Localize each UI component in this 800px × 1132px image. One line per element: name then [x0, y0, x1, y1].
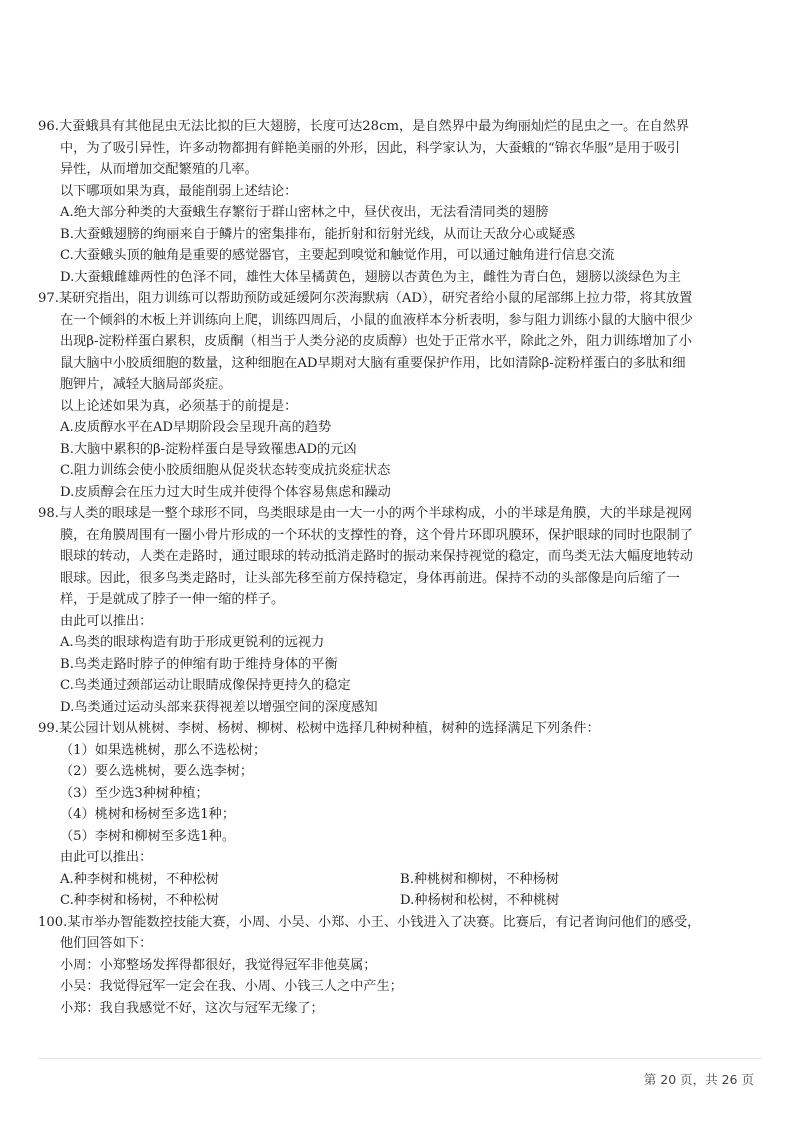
- question-prompt: 以上论述如果为真，必须基于的前提是：: [60, 398, 298, 414]
- dialogue-line: 小郑：我自我感觉不好，这次与冠军无缘了；: [60, 1000, 324, 1016]
- stem-line: 在一个倾斜的木板上并训练向上爬，训练四周后，小鼠的血液样本分析表明，参与阻力训练小鼠的大脑中很少: [60, 312, 693, 328]
- question-99: [38, 718, 762, 912]
- option-a: A.绝大部分种类的大蚕蛾生存繁衍于群山密林之中，昼伏夜出，无法看清同类的翅膀: [60, 205, 549, 220]
- stem-line: 样，于是就成了脖子一伸一缩的样子。: [60, 592, 285, 607]
- option-c: C.大蚕蛾头顶的触角是重要的感觉器官，主要起到嗅觉和触觉作用，可以通过触角进行信息交流: [60, 248, 615, 263]
- question-number: 97.: [38, 291, 59, 306]
- stem-line: 中，为了吸引异性，许多动物都拥有鲜艳美丽的外形，因此，科学家认为，大蚕蛾的“锦衣华服”是用于吸引: [60, 140, 681, 156]
- options-grid: [60, 869, 762, 912]
- question-prompt: 由此可以推出：: [60, 613, 153, 629]
- option-b: B.鸟类走路时脖子的伸缩有助于维持身体的平衡: [60, 656, 338, 672]
- question-number: 99.: [38, 721, 59, 736]
- stem-line: 眼球的转动，人类在走路时，通过眼球的转动抵消走路时的振动来保持视觉的稳定，而鸟类无法大幅度地转动: [60, 549, 693, 564]
- question-body: [38, 740, 762, 912]
- footer-divider: [38, 1058, 762, 1059]
- stem-line: 大蚕蛾具有其他昆虫无法比拟的巨大翅膀，长度可达28cm，是自然界中最为绚丽灿烂的昆虫之一。在自然界: [58, 119, 690, 134]
- option-b: B.大脑中累积的β-淀粉样蛋白是导致罹患AD的元凶: [60, 441, 357, 457]
- stem-line: 与人类的眼球是一整个球形不同，鸟类眼球是由一大一小的两个半球构成，小的半球是角膜，大的半球是视网: [58, 506, 692, 521]
- question-body: [38, 310, 762, 504]
- question-body: [38, 138, 762, 289]
- question-list: [38, 116, 762, 1019]
- question-text: [59, 718, 762, 740]
- option-a: A.鸟类的眼球构造有助于形成更锐利的远视力: [60, 635, 325, 650]
- condition-5: （5）李树和柳树至多选1种。: [60, 828, 236, 844]
- option-d: D.种杨树和松树，不种桃树: [400, 893, 560, 908]
- stem-line: 某公园计划从桃树、李树、杨树、柳树、松树中选择几种树种植，树种的选择满足下列条件：: [58, 721, 600, 736]
- question-stem: [38, 718, 762, 740]
- question-number: 98.: [38, 506, 59, 521]
- question-stem: [38, 912, 762, 934]
- stem-line: 鼠大脑中小胶质细胞的数量，这种细胞在AD早期对大脑有重要保护作用，比如清除β-淀粉样蛋白的多肽和细: [60, 355, 686, 371]
- question-98: [38, 503, 762, 718]
- question-100: [38, 912, 762, 1020]
- stem-line: 某市举办智能数控技能大赛，小周、小吴、小郑、小王、小钱进入了决赛。比赛后，有记者询问他们的感受，: [67, 914, 701, 930]
- question-stem: [38, 503, 762, 525]
- stem-line: 胞钾片，减轻大脑局部炎症。: [60, 377, 232, 392]
- question-stem: [38, 116, 762, 138]
- option-d: D.鸟类通过运动头部来获得视差以增强空间的深度感知: [60, 699, 378, 715]
- question-97: [38, 288, 762, 503]
- question-text: [59, 503, 762, 525]
- option-d: D.大蚕蛾雌雄两性的色泽不同，雄性大体呈橘黄色，翅膀以杏黄色为主，雌性为青白色，翅膀以淡绿色为主: [60, 269, 681, 285]
- question-text: [67, 912, 762, 934]
- option-a: A.种李树和桃树，不种松树: [60, 871, 219, 887]
- condition-2: （2）要么选桃树，要么选李树；: [60, 764, 254, 779]
- question-text: [59, 288, 762, 310]
- stem-line: 某研究指出，阻力训练可以帮助预防或延缓阿尔茨海默病（AD），研究者给小鼠的尾部绑上拉力带，将其放置: [58, 291, 693, 306]
- condition-3: （3）至少选3种树种植；: [60, 785, 209, 801]
- question-prompt: 以下哪项如果为真，最能削弱上述结论：: [60, 183, 298, 199]
- option-a: A.皮质醇水平在AD早期阶段会呈现升高的趋势: [60, 420, 332, 435]
- question-96: [38, 116, 762, 288]
- question-text: [59, 116, 762, 138]
- option-b: B.种桃树和柳树，不种杨树: [400, 871, 559, 887]
- stem-line: 出现β-淀粉样蛋白累积，皮质酮（相当于人类分泌的皮质醇）也处于正常水平，除此之外，阻力训练增加了小: [60, 334, 692, 349]
- question-body: [38, 933, 762, 1019]
- question-number: 100.: [38, 914, 68, 930]
- option-c: C.阻力训练会使小胶质细胞从促炎状态转变成抗炎症状态: [60, 463, 391, 478]
- question-prompt: 由此可以推出：: [60, 850, 153, 865]
- stem-line: 他们回答如下：: [60, 936, 153, 951]
- condition-1: （1）如果选桃树，那么不选松树；: [60, 742, 267, 758]
- dialogue-line: 小吴：我觉得冠军一定会在我、小周、小钱三人之中产生；: [60, 979, 403, 994]
- option-c: C.种李树和杨树，不种松树: [60, 893, 219, 908]
- stem-line: 膜，在角膜周围有一圈小骨片形成的一个环状的支撑性的脊，这个骨片环即巩膜环，保护眼球的同时也限制了: [60, 527, 693, 543]
- question-body: [38, 525, 762, 719]
- condition-4: （4）桃树和杨树至多选1种；: [60, 807, 236, 822]
- option-d: D.皮质醇会在压力过大时生成并使得个体容易焦虑和躁动: [60, 484, 391, 500]
- option-b: B.大蚕蛾翅膀的绚丽来自于鳞片的密集排布，能折射和衍射光线，从而让天敌分心或疑惑: [60, 226, 576, 242]
- option-c: C.鸟类通过颈部运动让眼睛成像保持更持久的稳定: [60, 678, 351, 693]
- page-number: 第 20 页，共 26 页: [643, 1072, 754, 1087]
- dialogue-line: 小周：小郑整场发挥得都很好，我觉得冠军非他莫属；: [60, 957, 377, 973]
- stem-line: 眼球。因此，很多鸟类走路时，让头部先移至前方保持稳定，身体再前进。保持不动的头部像是向后缩了一: [60, 570, 680, 586]
- stem-line: 异性，从而增加交配繁殖的几率。: [60, 162, 258, 177]
- question-number: 96.: [38, 119, 59, 134]
- question-stem: [38, 288, 762, 310]
